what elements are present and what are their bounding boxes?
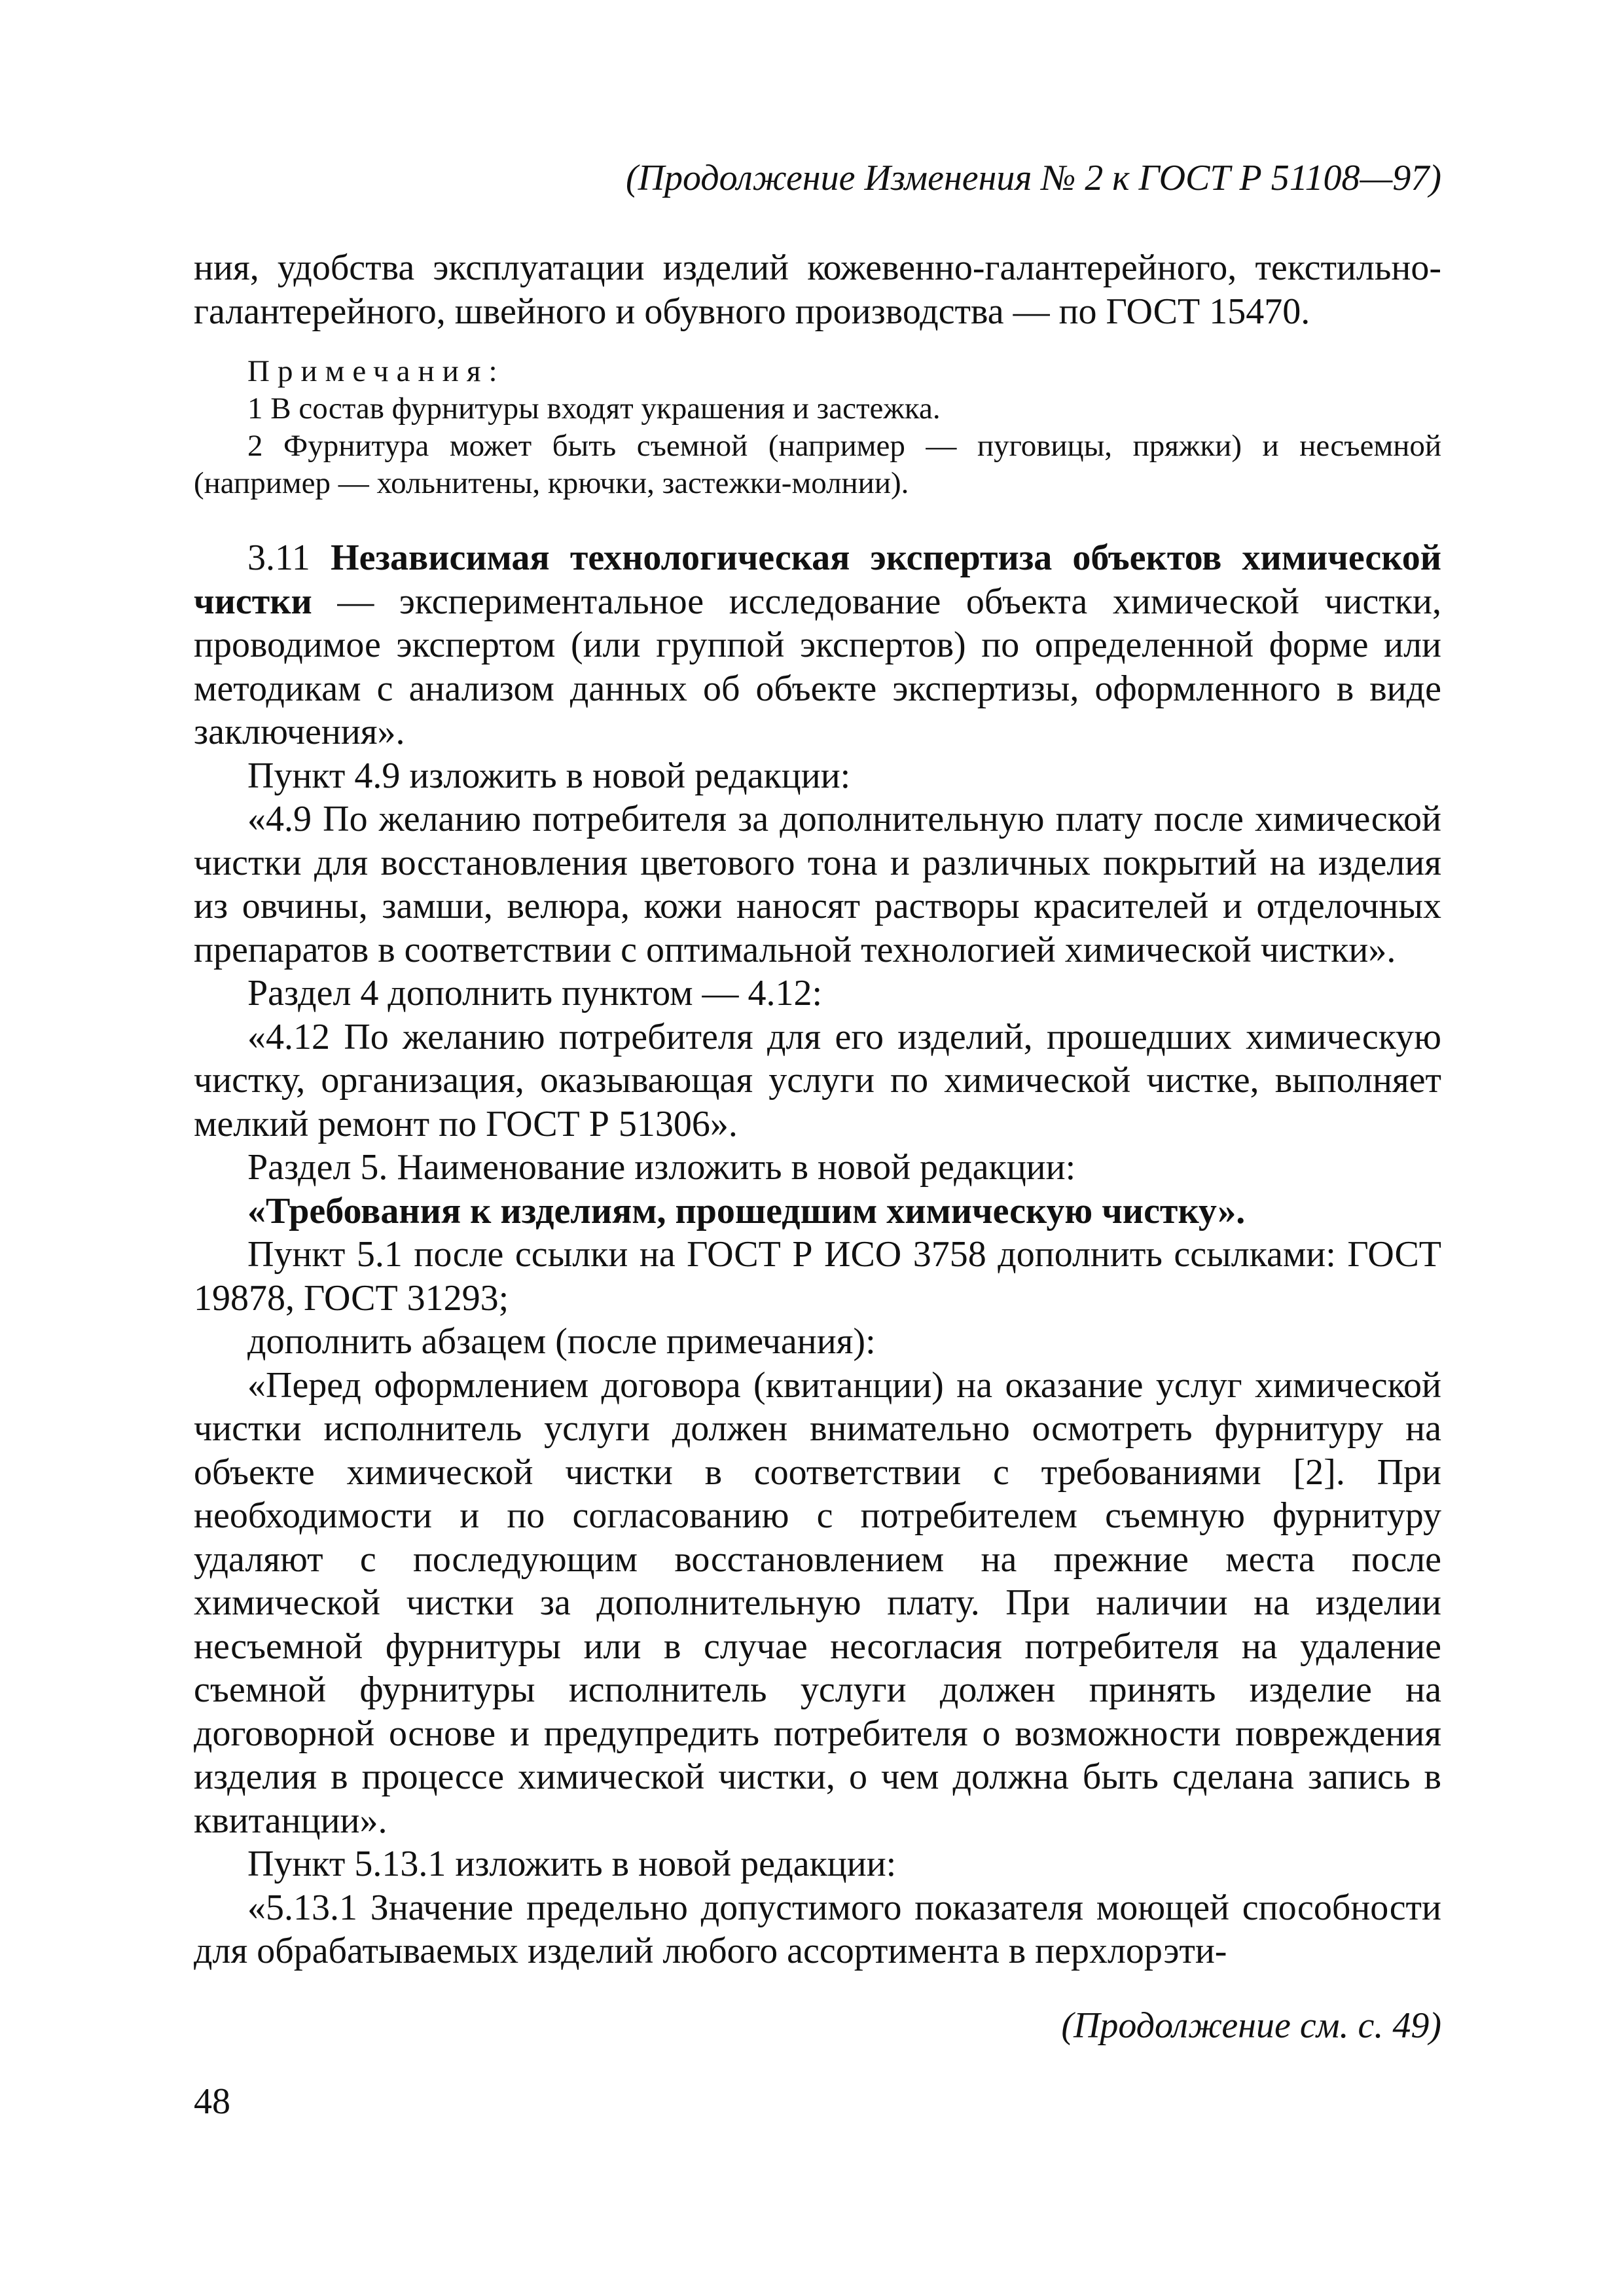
paragraph-5-1-instruction: Пункт 5.1 после ссылки на ГОСТ Р ИСО 3758 дополнить ссылками: ГОСТ 19878, ГОСТ 31293;	[194, 1234, 1441, 1319]
paragraph-5-1-addition: дополнить абзацем (после примечания):	[247, 1321, 876, 1362]
paragraph-5-13-1-text: «5.13.1 Значение предельно допустимого показателя моющей способности для обрабатываемых изделий любого ассортимента в перхлорэти-	[194, 1887, 1441, 1971]
running-header: (Продолжение Изменения № 2 к ГОСТ Р 51108—97)	[625, 158, 1441, 198]
continuation-note: (Продолжение см. с. 49)	[1061, 2005, 1441, 2046]
intro-paragraph: ния, удобства эксплуатации изделий кожевенно-галантерейного, текстильно-галантерейного, швейного и обувного производства — по ГОСТ 15470.	[194, 247, 1441, 332]
section-5-title: «Требования к изделиям, прошедшим химическую чистку».	[247, 1190, 1246, 1231]
note-item-1: 1 В состав фурнитуры входят украшения и застежка.	[247, 392, 941, 426]
notes-title: Примечания:	[247, 354, 505, 388]
section-term: Независимая технологическая экспертиза объектов химической чистки	[194, 538, 1442, 622]
paragraph-4-9-text: «4.9 По желанию потребителя за дополнительную плату после химической чистки для восстановления цветового тона и различных покрытий на изделия из овчины, замши, велюра, кожи наносят растворы красителей и отделочных препаратов в соответствии с оптимальной технологией химической чистки».	[194, 799, 1441, 970]
section-3-11-paragraph	[194, 536, 1441, 754]
paragraph-4-12-text: «4.12 По желанию потребителя для его изделий, прошедших химическую чистку, организация, оказывающая услуги по химической чистке, выполняет мелкий ремонт по ГОСТ Р 51306».	[194, 1016, 1441, 1144]
notes-block	[194, 353, 1441, 502]
section-definition: — экспериментальное исследование объекта химической чистки, проводимое экспертом (или группой экспертов) по определенной форме или методикам с анализом данных об объекте экспертизы, оформленного в виде заключения».	[194, 581, 1442, 752]
note-item-2: 2 Фурнитура может быть съемной (например — пуговицы, пряжки) и несъемной (например — хольнитены, крючки, застежки-молнии).	[194, 429, 1441, 500]
page-number: 48	[194, 2081, 230, 2122]
paragraph-4-9-instruction: Пункт 4.9 изложить в новой редакции:	[247, 755, 851, 796]
paragraph-5-13-1-instruction: Пункт 5.13.1 изложить в новой редакции:	[247, 1844, 897, 1884]
document-page	[194, 157, 1441, 2047]
paragraph-4-12-instruction: Раздел 4 дополнить пунктом — 4.12:	[247, 973, 823, 1013]
section-5-instruction: Раздел 5. Наименование изложить в новой редакции:	[247, 1147, 1076, 1188]
paragraph-5-1-text: «Перед оформлением договора (квитанции) на оказание услуг химической чистки исполнитель услуги должен внимательно осмотреть фурнитуру на объекте химической чистки в соответствии с требованиями [2]. При необходимости и по согласованию с потребителем съемную фурнитуру удаляют с последующим восстановлением на прежние места после химической чистки за дополнительную плату. При наличии на изделии несъемной фурнитуры или в случае несогласия потребителя на удаление съемной фурнитуры исполнитель услуги должен принять изделие на договорной основе и предупредить потребителя о возможности повреждения изделия в процессе химической чистки, о чем должна быть сделана запись в квитанции».	[194, 1364, 1441, 1841]
section-number: 3.11	[247, 538, 310, 578]
